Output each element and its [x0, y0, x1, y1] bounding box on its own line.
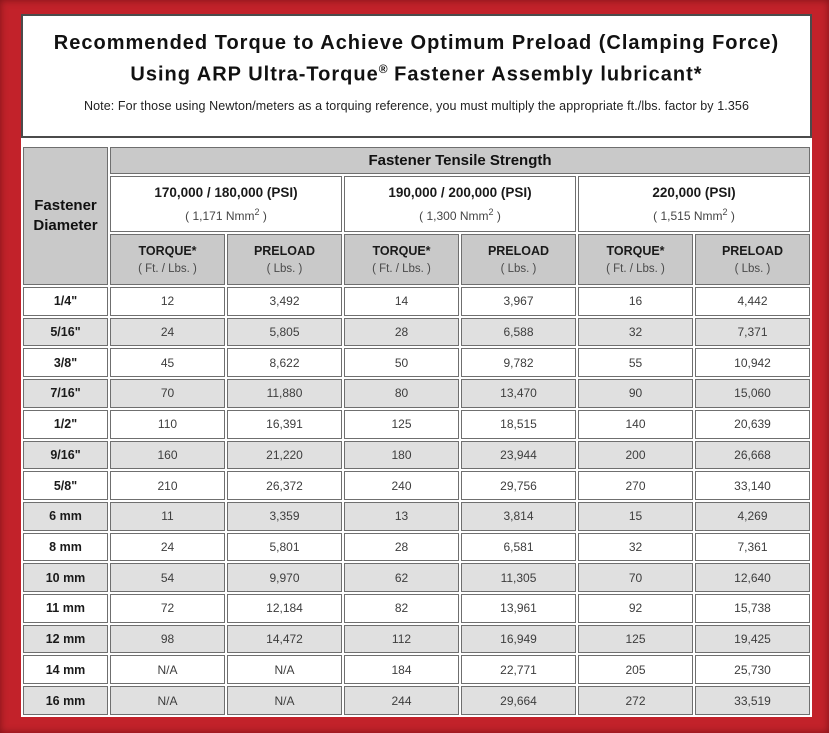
preload-column-header-1 [227, 234, 342, 285]
torque-value-cell: 12 [110, 287, 225, 316]
preload-value-cell: 6,581 [461, 533, 576, 562]
torque-value-cell: 125 [578, 625, 693, 654]
torque-value-cell: 180 [344, 441, 459, 470]
page-title-line2 [23, 56, 810, 88]
torque-value-cell: N/A [110, 686, 225, 715]
table-row [23, 318, 810, 347]
torque-value-cell: 240 [344, 471, 459, 500]
table-row [23, 686, 810, 715]
nmm-superscript: 2 [722, 207, 728, 217]
registered-trademark-symbol: ® [378, 62, 388, 76]
preload-value-cell: 3,359 [227, 502, 342, 531]
preload-value-cell: 16,391 [227, 410, 342, 439]
preload-value-cell: 12,184 [227, 594, 342, 623]
torque-units: ( Ft. / Lbs. ) [372, 263, 431, 275]
table-row [23, 625, 810, 654]
preload-value-cell: 33,140 [695, 471, 810, 500]
preload-value-cell: 11,880 [227, 379, 342, 408]
preload-value-cell: 3,967 [461, 287, 576, 316]
torque-label: TORQUE* [372, 244, 431, 258]
fastener-diameter-cell: 16 mm [23, 686, 108, 715]
preload-value-cell: 14,472 [227, 625, 342, 654]
torque-value-cell: 112 [344, 625, 459, 654]
torque-value-cell: 50 [344, 348, 459, 377]
torque-value-cell: 270 [578, 471, 693, 500]
preload-value-cell: 7,361 [695, 533, 810, 562]
torque-value-cell: 210 [110, 471, 225, 500]
table-row [23, 379, 810, 408]
fastener-diameter-cell: 5/16" [23, 318, 108, 347]
title-line2-text-2: Fastener Assembly lubricant* [387, 63, 703, 86]
torque-column-header-3 [578, 234, 693, 285]
fastener-diameter-cell: 1/4" [23, 287, 108, 316]
torque-table [21, 145, 812, 717]
preload-value-cell: 5,805 [227, 318, 342, 347]
fastener-diameter-cell: 3/8" [23, 348, 108, 377]
nmm-text: ( 1,300 Nmm [419, 209, 489, 223]
torque-value-cell: 90 [578, 379, 693, 408]
preload-value-cell: N/A [227, 686, 342, 715]
fastener-tensile-strength-header: Fastener Tensile Strength [110, 147, 810, 174]
nmm-superscript: 2 [488, 207, 494, 217]
torque-value-cell: 62 [344, 563, 459, 592]
preload-value-cell: 26,372 [227, 471, 342, 500]
table-row [23, 563, 810, 592]
preload-value-cell: 3,814 [461, 502, 576, 531]
preload-column-header-3 [695, 234, 810, 285]
torque-value-cell: 200 [578, 441, 693, 470]
preload-value-cell: 9,782 [461, 348, 576, 377]
table-row [23, 441, 810, 470]
torque-value-cell: 16 [578, 287, 693, 316]
preload-value-cell: 11,305 [461, 563, 576, 592]
torque-column-header-1 [110, 234, 225, 285]
nmm-text: ( 1,515 Nmm [653, 209, 723, 223]
preload-value-cell: 13,961 [461, 594, 576, 623]
torque-value-cell: 24 [110, 318, 225, 347]
torque-value-cell: 98 [110, 625, 225, 654]
torque-value-cell: 45 [110, 348, 225, 377]
fastener-diameter-cell: 9/16" [23, 441, 108, 470]
preload-value-cell: 29,664 [461, 686, 576, 715]
nmm-text: ( 1,171 Nmm [185, 209, 255, 223]
preload-label: PRELOAD [487, 244, 550, 258]
nmm-text-close: ) [259, 209, 267, 223]
torque-label: TORQUE* [606, 244, 665, 258]
fastener-diameter-cell: 7/16" [23, 379, 108, 408]
torque-units: ( Ft. / Lbs. ) [606, 263, 665, 275]
torque-value-cell: 54 [110, 563, 225, 592]
preload-value-cell: 9,970 [227, 563, 342, 592]
table-row [23, 287, 810, 316]
torque-value-cell: 32 [578, 533, 693, 562]
fastener-diameter-cell: 10 mm [23, 563, 108, 592]
fastener-diameter-cell: 8 mm [23, 533, 108, 562]
nmm-text-close: ) [493, 209, 501, 223]
preload-value-cell: 3,492 [227, 287, 342, 316]
nmm-text-close: ) [727, 209, 735, 223]
torque-value-cell: 15 [578, 502, 693, 531]
preload-value-cell: 13,470 [461, 379, 576, 408]
fastener-diameter-cell: 12 mm [23, 625, 108, 654]
preload-value-cell: 5,801 [227, 533, 342, 562]
column-header-row [23, 234, 810, 285]
preload-value-cell: 7,371 [695, 318, 810, 347]
title-line2-text: Using ARP Ultra-Torque [130, 63, 379, 86]
preload-value-cell: N/A [227, 655, 342, 684]
preload-value-cell: 4,269 [695, 502, 810, 531]
torque-value-cell: 92 [578, 594, 693, 623]
spacer [21, 138, 812, 145]
torque-value-cell: 70 [110, 379, 225, 408]
torque-value-cell: 11 [110, 502, 225, 531]
preload-value-cell: 29,756 [461, 471, 576, 500]
nmm-value [112, 207, 340, 223]
preload-value-cell: 10,942 [695, 348, 810, 377]
preload-value-cell: 15,060 [695, 379, 810, 408]
fastener-diameter-cell: 14 mm [23, 655, 108, 684]
torque-label: TORQUE* [138, 244, 197, 258]
torque-value-cell: 80 [344, 379, 459, 408]
table-row [23, 533, 810, 562]
preload-column-header-2 [461, 234, 576, 285]
fastener-diameter-header-line2: Diameter [33, 217, 98, 234]
table-row [23, 655, 810, 684]
preload-value-cell: 16,949 [461, 625, 576, 654]
psi-group-header-220 [578, 176, 810, 232]
psi-group-header-170-180 [110, 176, 342, 232]
preload-value-cell: 4,442 [695, 287, 810, 316]
fastener-diameter-cell: 11 mm [23, 594, 108, 623]
preload-value-cell: 23,944 [461, 441, 576, 470]
fastener-diameter-cell: 6 mm [23, 502, 108, 531]
preload-value-cell: 15,738 [695, 594, 810, 623]
preload-value-cell: 20,639 [695, 410, 810, 439]
fastener-diameter-cell: 1/2" [23, 410, 108, 439]
torque-value-cell: 140 [578, 410, 693, 439]
preload-label: PRELOAD [721, 244, 784, 258]
fastener-diameter-header-line1: Fastener [34, 197, 97, 214]
psi-header-row [23, 176, 810, 232]
psi-value: 190,000 / 200,000 (PSI) [388, 185, 532, 200]
preload-value-cell: 26,668 [695, 441, 810, 470]
table-row [23, 410, 810, 439]
torque-value-cell: 14 [344, 287, 459, 316]
torque-value-cell: 82 [344, 594, 459, 623]
preload-label: PRELOAD [253, 244, 316, 258]
torque-value-cell: 28 [344, 533, 459, 562]
newton-meters-note: Note: For those using Newton/meters as a torquing reference, you must multiply the appropriate ft./lbs. factor by 1.356 [83, 98, 749, 113]
table-row [23, 348, 810, 377]
torque-value-cell: 70 [578, 563, 693, 592]
preload-value-cell: 18,515 [461, 410, 576, 439]
nmm-value [580, 207, 808, 223]
preload-value-cell: 22,771 [461, 655, 576, 684]
torque-value-cell: 32 [578, 318, 693, 347]
tensile-header-row [23, 147, 810, 174]
preload-value-cell: 12,640 [695, 563, 810, 592]
psi-value: 170,000 / 180,000 (PSI) [154, 185, 298, 200]
fastener-diameter-cell: 5/8" [23, 471, 108, 500]
torque-value-cell: 244 [344, 686, 459, 715]
preload-value-cell: 8,622 [227, 348, 342, 377]
torque-column-header-2 [344, 234, 459, 285]
title-box [21, 14, 812, 138]
torque-value-cell: 184 [344, 655, 459, 684]
table-row [23, 594, 810, 623]
fastener-diameter-header [23, 147, 108, 285]
torque-value-cell: 72 [110, 594, 225, 623]
preload-value-cell: 33,519 [695, 686, 810, 715]
preload-value-cell: 19,425 [695, 625, 810, 654]
preload-value-cell: 21,220 [227, 441, 342, 470]
psi-value: 220,000 (PSI) [652, 185, 736, 200]
torque-value-cell: 13 [344, 502, 459, 531]
content-area [21, 14, 812, 717]
torque-value-cell: 110 [110, 410, 225, 439]
table-row [23, 471, 810, 500]
preload-units: ( Lbs. ) [266, 263, 303, 275]
torque-value-cell: 125 [344, 410, 459, 439]
torque-value-cell: 24 [110, 533, 225, 562]
preload-units: ( Lbs. ) [500, 263, 537, 275]
preload-value-cell: 6,588 [461, 318, 576, 347]
table-row [23, 502, 810, 531]
nmm-superscript: 2 [254, 207, 260, 217]
torque-value-cell: 28 [344, 318, 459, 347]
torque-units: ( Ft. / Lbs. ) [138, 263, 197, 275]
preload-units: ( Lbs. ) [734, 263, 771, 275]
torque-value-cell: 55 [578, 348, 693, 377]
psi-group-header-190-200 [344, 176, 576, 232]
torque-value-cell: 160 [110, 441, 225, 470]
torque-value-cell: 205 [578, 655, 693, 684]
table-area [21, 145, 812, 717]
preload-value-cell: 25,730 [695, 655, 810, 684]
torque-value-cell: 272 [578, 686, 693, 715]
torque-value-cell: N/A [110, 655, 225, 684]
nmm-value [346, 207, 574, 223]
page-title-line1: Recommended Torque to Achieve Optimum Preload (Clamping Force) [53, 32, 780, 54]
